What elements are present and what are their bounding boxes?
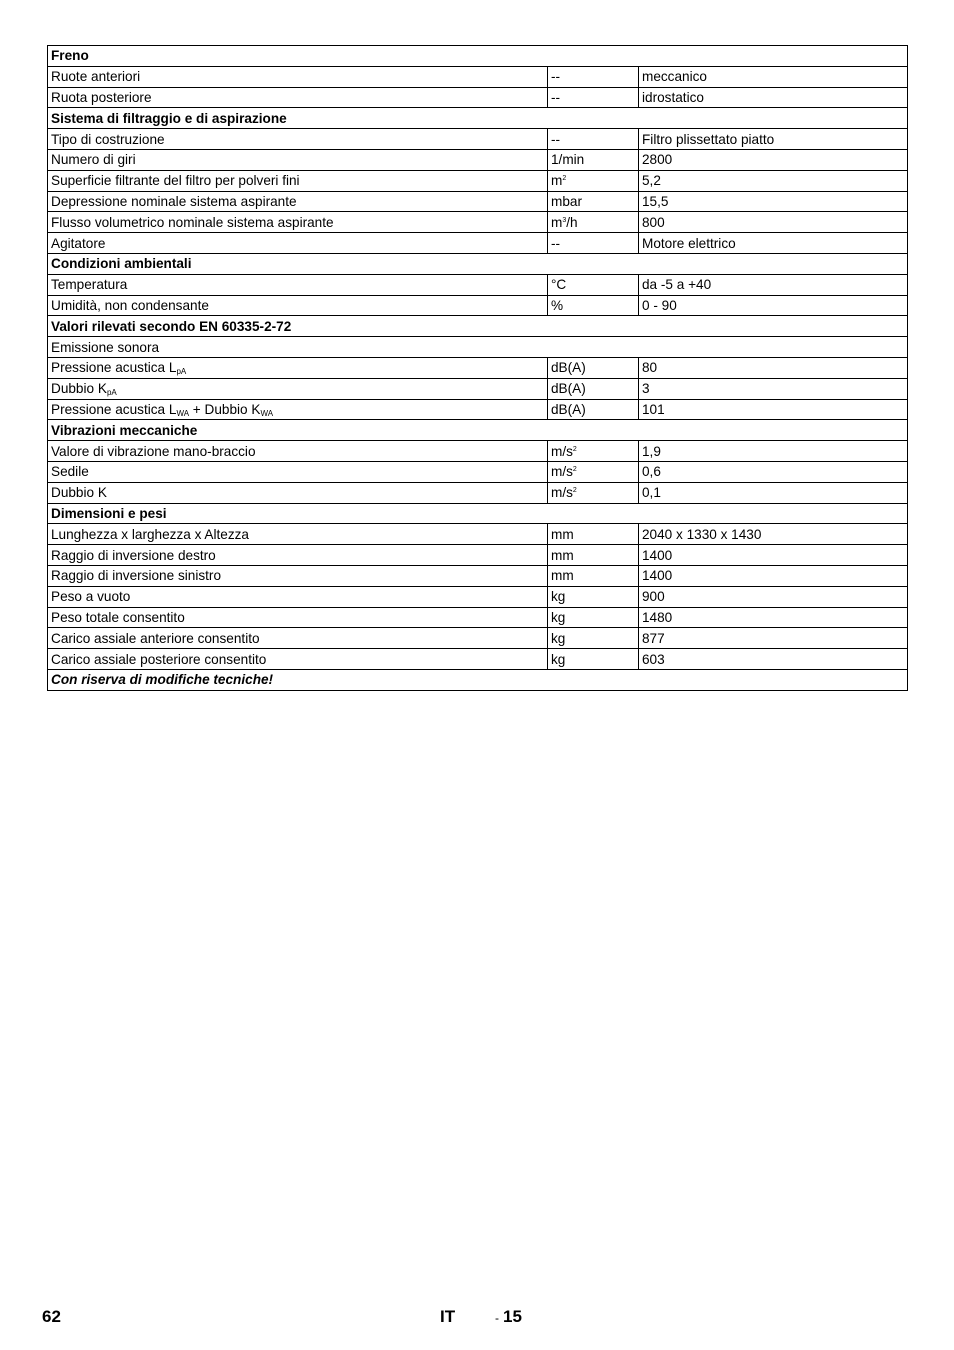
- property-name: Flusso volumetrico nominale sistema aspirante: [48, 212, 548, 233]
- unit: $m/s^2$: [548, 461, 639, 482]
- table-row: [48, 649, 908, 670]
- table-row: [48, 129, 908, 150]
- value: 800: [639, 212, 908, 233]
- property-name: Pressione acustica $L_{WA}$ + Dubbio $K_{WA}$: [48, 399, 548, 420]
- property-name: Numero di giri: [48, 149, 548, 170]
- unit: $m^2$: [548, 170, 639, 191]
- property-name: Temperatura: [48, 274, 548, 295]
- value: 80: [639, 357, 908, 378]
- table-row: [48, 149, 908, 170]
- value: 15,5: [639, 191, 908, 212]
- section-heading: Condizioni ambientali: [48, 253, 908, 274]
- unit: dB(A): [548, 357, 639, 378]
- unit: --: [548, 87, 639, 108]
- table-row: [48, 399, 908, 420]
- unit: mm: [548, 545, 639, 566]
- property-name: Raggio di inversione destro: [48, 545, 548, 566]
- unit: --: [548, 66, 639, 87]
- subsection-heading: Emissione sonora: [48, 337, 908, 358]
- unit: dB(A): [548, 378, 639, 399]
- property-name: Umidità, non condensante: [48, 295, 548, 316]
- table-row: [48, 357, 908, 378]
- unit: %: [548, 295, 639, 316]
- property-name: Peso a vuoto: [48, 586, 548, 607]
- unit: °C: [548, 274, 639, 295]
- value: idrostatico: [639, 87, 908, 108]
- unit: kg: [548, 649, 639, 670]
- subsection-heading-row: [48, 337, 908, 358]
- unit: 1/min: [548, 149, 639, 170]
- table-row: [48, 191, 908, 212]
- table-row: [48, 628, 908, 649]
- section-heading: Dimensioni e pesi: [48, 503, 908, 524]
- table-row: [48, 565, 908, 586]
- table-row: [48, 586, 908, 607]
- footnote: Con riserva di modifiche tecniche!: [48, 669, 908, 690]
- value: 1400: [639, 565, 908, 586]
- unit: $m/s^2$: [548, 482, 639, 503]
- section-heading-row: [48, 253, 908, 274]
- property-name: Valore di vibrazione mano-braccio: [48, 441, 548, 462]
- unit: mm: [548, 565, 639, 586]
- unit: kg: [548, 607, 639, 628]
- footnote-row: [48, 669, 908, 690]
- table-row: [48, 441, 908, 462]
- section-heading-row: [48, 316, 908, 337]
- section-heading-row: [48, 46, 908, 67]
- section-heading: Freno: [48, 46, 908, 67]
- property-name: Peso totale consentito: [48, 607, 548, 628]
- table-row: [48, 545, 908, 566]
- section-heading: Valori rilevati secondo EN 60335-2-72: [48, 316, 908, 337]
- property-name: Agitatore: [48, 233, 548, 254]
- property-name: Lunghezza x larghezza x Altezza: [48, 524, 548, 545]
- value: 900: [639, 586, 908, 607]
- property-name: Ruota posteriore: [48, 87, 548, 108]
- value: meccanico: [639, 66, 908, 87]
- section-page-number: [495, 1307, 522, 1327]
- unit: dB(A): [548, 399, 639, 420]
- value: 101: [639, 399, 908, 420]
- table-row: [48, 524, 908, 545]
- property-name: Dubbio $K_{pA}$: [48, 378, 548, 399]
- value: 2040 x 1330 x 1430: [639, 524, 908, 545]
- property-name: Pressione acustica $L_{pA}$: [48, 357, 548, 378]
- unit: --: [548, 129, 639, 150]
- value: 3: [639, 378, 908, 399]
- footer-dash: -: [495, 1311, 499, 1325]
- value: Filtro plissettato piatto: [639, 129, 908, 150]
- property-name: Superficie filtrante del filtro per polveri fini: [48, 170, 548, 191]
- unit: $m/s^2$: [548, 441, 639, 462]
- table-row: [48, 170, 908, 191]
- table-row: [48, 233, 908, 254]
- technical-data-table: [47, 45, 908, 691]
- property-name: Sedile: [48, 461, 548, 482]
- section-page-value: 15: [503, 1307, 522, 1326]
- value: 877: [639, 628, 908, 649]
- property-name: Carico assiale posteriore consentito: [48, 649, 548, 670]
- value: 1400: [639, 545, 908, 566]
- table-row: [48, 87, 908, 108]
- property-name: Ruote anteriori: [48, 66, 548, 87]
- page-number: 62: [42, 1307, 61, 1326]
- section-heading: Sistema di filtraggio e di aspirazione: [48, 108, 908, 129]
- table-row: [48, 274, 908, 295]
- value: Motore elettrico: [639, 233, 908, 254]
- value: 5,2: [639, 170, 908, 191]
- unit: kg: [548, 628, 639, 649]
- value: 603: [639, 649, 908, 670]
- table-row: [48, 378, 908, 399]
- table-row: [48, 607, 908, 628]
- section-heading-row: [48, 108, 908, 129]
- property-name: Depressione nominale sistema aspirante: [48, 191, 548, 212]
- property-name: Carico assiale anteriore consentito: [48, 628, 548, 649]
- table-row: [48, 212, 908, 233]
- value: 0,6: [639, 461, 908, 482]
- section-heading-row: [48, 420, 908, 441]
- value: 1,9: [639, 441, 908, 462]
- property-name: Dubbio K: [48, 482, 548, 503]
- value: 1480: [639, 607, 908, 628]
- unit: --: [548, 233, 639, 254]
- property-name: Raggio di inversione sinistro: [48, 565, 548, 586]
- property-name: Tipo di costruzione: [48, 129, 548, 150]
- unit: $m^3/h$: [548, 212, 639, 233]
- value: 0,1: [639, 482, 908, 503]
- table-row: [48, 461, 908, 482]
- section-heading: Vibrazioni meccaniche: [48, 420, 908, 441]
- section-heading-row: [48, 503, 908, 524]
- table-row: [48, 295, 908, 316]
- language-code: IT: [440, 1307, 456, 1326]
- table-row: [48, 66, 908, 87]
- value: 0 - 90: [639, 295, 908, 316]
- unit: mbar: [548, 191, 639, 212]
- value: 2800: [639, 149, 908, 170]
- unit: mm: [548, 524, 639, 545]
- value: da -5 a +40: [639, 274, 908, 295]
- unit: kg: [548, 586, 639, 607]
- table-row: [48, 482, 908, 503]
